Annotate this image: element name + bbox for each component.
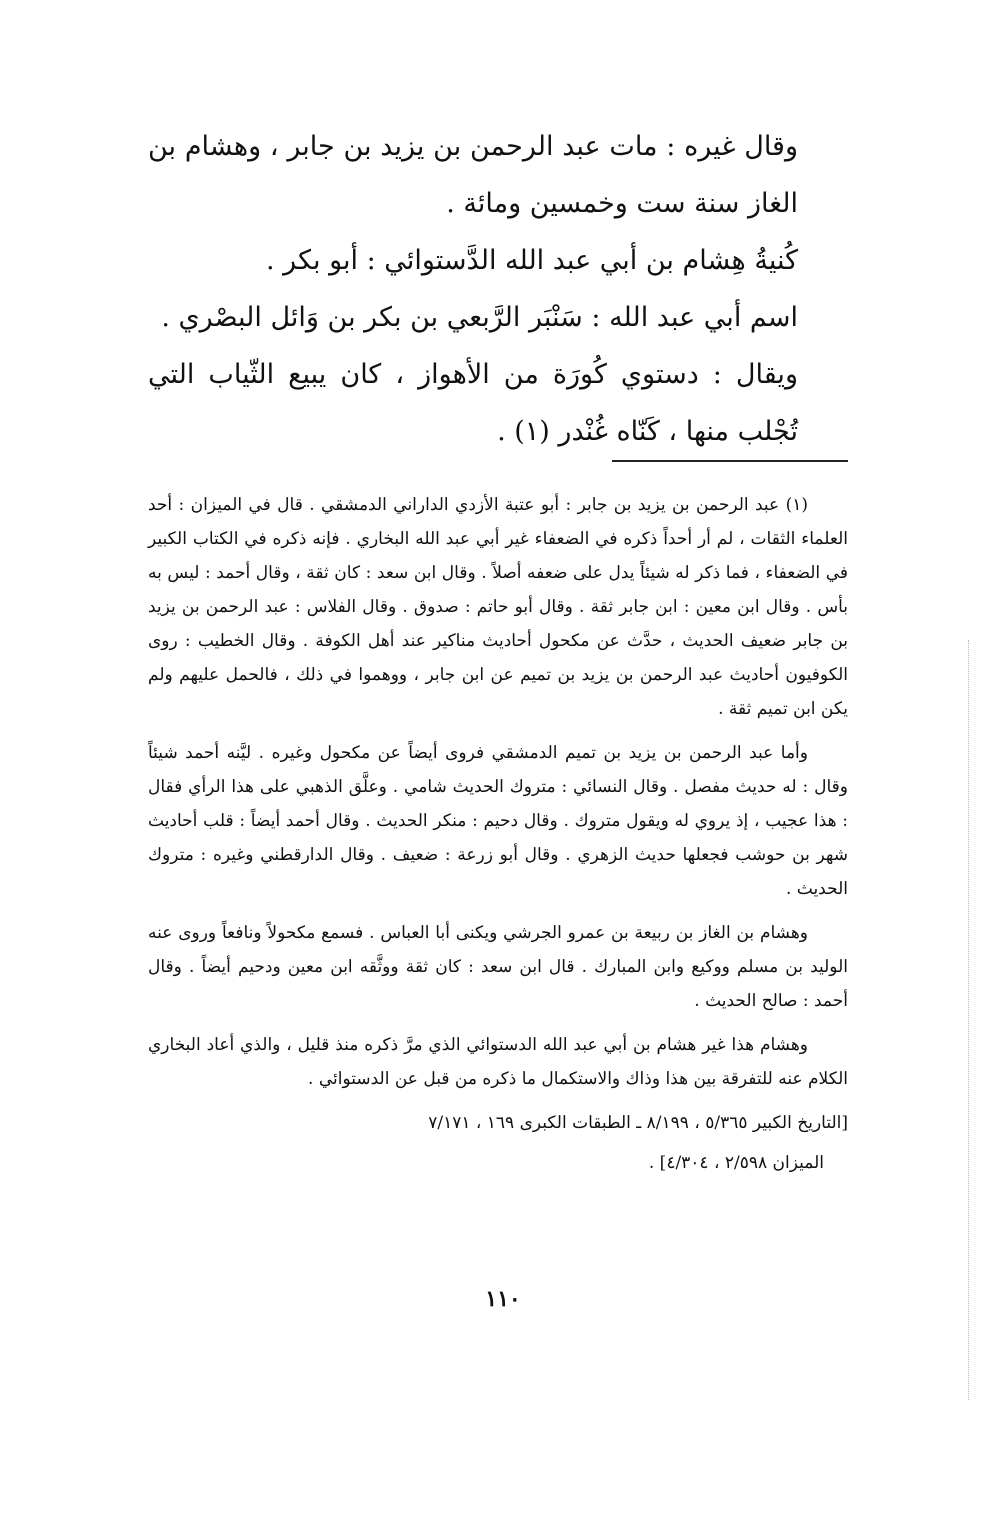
- main-paragraph-4: ويقال : دستوي كُورَة من الأهواز ، كان يبيع الثّياب التي تُجْلب منها ، كَنّاه غُنْدر (١) .: [148, 359, 798, 447]
- footnote-paragraph-1: (١) عبد الرحمن بن يزيد بن جابر : أبو عتبة الأزدي الداراني الدمشقي . قال في الميزان : أحد العلماء الثقات ، لم أر أحداً ذكره في الضعفاء غير أبي عبد الله البخاري . فإنه ذكره في الكتاب الكبير في الضعفاء ، فما ذكر له شيئاً يدل على ضعفه أصلاً . وقال ابن سعد : كان ثقة ، وقال أحمد : ليس به بأس . وقال ابن معين : ابن جابر ثقة . وقال أبو حاتم : صدوق . وقال الفلاس : عبد الرحمن بن يزيد بن جابر ضعيف الحديث ، حدَّث عن مكحول أحاديث مناكير عند أهل الكوفة . وقال الخطيب : روى الكوفيون أحاديث عبد الرحمن بن يزيد بن تميم عن ابن جابر ، ووهموا في ذلك ، فالحمل عليهم ولم يكن ابن تميم ثقة .: [148, 495, 848, 719]
- main-text: [148, 118, 848, 460]
- footnote-paragraph-3: وهشام بن الغاز بن ربيعة بن عمرو الجرشي ويكنى أبا العباس . فسمع مكحولاً ونافعاً وروى عنه الوليد بن مسلم ووكيع وابن المبارك . قال ابن سعد : كان ثقة ووثَّقه ابن معين ودحيم أيضاً . وقال أحمد : صالح الحديث .: [148, 923, 848, 1011]
- footnote-separator: [612, 460, 848, 462]
- footnote-paragraph-2: وأما عبد الرحمن بن يزيد بن تميم الدمشقي فروى أيضاً عن مكحول وغيره . ليَّنه أحمد شيئاً وقال : له حديث مفصل . وقال النسائي : متروك الحديث شامي . وعلَّق الذهبي على هذا الرأي فقال : هذا عجيب ، إذ يروي له ويقول متروك . وقال دحيم : منكر الحديث . وقال أحمد أيضاً : قلب أحاديث شهر بن حوشب فجعلها حديث الزهري . وقال أبو زرعة : ضعيف . وقال الدارقطني وغيره : متروك الحديث .: [148, 743, 848, 899]
- main-paragraph-1: وقال غيره : مات عبد الرحمن بن يزيد بن جابر ، وهشام بن الغاز سنة ست وخمسين ومائة .: [148, 131, 798, 219]
- main-paragraph-2: كُنيةُ هِشام بن أبي عبد الله الدَّستوائي : أبو بكر .: [266, 245, 798, 276]
- scan-edge-mark: [968, 640, 969, 1400]
- footnote-reference-1: [التاريخ الكبير ٥/٣٦٥ ، ٨/١٩٩ ـ الطبقات الكبرى ١٦٩ ، ٧/١٧١: [428, 1113, 848, 1133]
- footnote-reference-2: الميزان ٢/٥٩٨ ، ٤/٣٠٤] .: [648, 1153, 824, 1173]
- footnotes: [148, 488, 848, 1190]
- footnote-paragraph-4: وهشام هذا غير هشام بن أبي عبد الله الدستوائي الذي مرَّ ذكره منذ قليل ، والذي أعاد البخاري الكلام عنه للتفرقة بين هذا وذاك والاستكمال ما ذكره من قبل عن الدستوائي .: [148, 1035, 848, 1089]
- page-number: ١١٠: [485, 1286, 521, 1312]
- main-paragraph-3: اسم أبي عبد الله : سَنْبَر الرَّبعي بن بكر بن وَائل البصْري .: [161, 302, 798, 333]
